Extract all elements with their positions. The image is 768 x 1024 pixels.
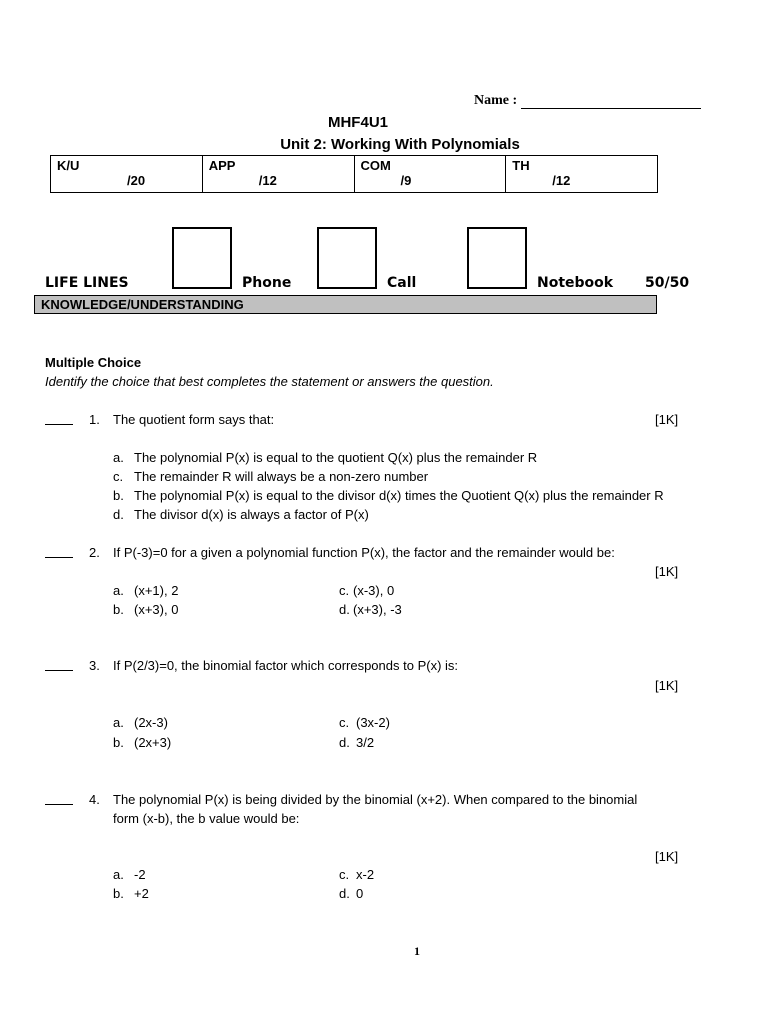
lifeline-phone-checkbox[interactable] — [172, 227, 232, 289]
choice-text: The polynomial P(x) is equal to the divisor d(x) times the Quotient Q(x) plus the remainder R — [134, 488, 664, 503]
choice-letter: b. — [113, 886, 124, 901]
choice-text: 3/2 — [356, 735, 375, 750]
question-number: 1. — [89, 412, 100, 427]
choice-letter: d. — [339, 602, 350, 617]
choice-text: The polynomial P(x) is equal to the quotient Q(x) plus the remainder R — [134, 450, 538, 465]
marks-score: /12 — [258, 173, 277, 188]
choice-text: (x+3), 0 — [134, 602, 179, 617]
marks-cell-ku — [51, 156, 203, 193]
question-marks: [1K] — [655, 849, 679, 864]
choice-text: 0 — [356, 886, 364, 901]
unit-title: Unit 2: Working With Polynomials — [280, 136, 520, 153]
marks-category: APP — [208, 158, 236, 173]
lifeline-call-checkbox[interactable] — [317, 227, 377, 289]
choice-text: (2x-3) — [134, 715, 168, 730]
question-number: 3. — [89, 658, 100, 673]
marks-score: /12 — [552, 173, 571, 188]
choice-text: (2x+3) — [134, 735, 172, 750]
choice-letter: a. — [113, 450, 124, 465]
choice-letter: a. — [113, 867, 124, 882]
marks-category: TH — [512, 158, 530, 173]
choice-letter: c. — [339, 583, 350, 598]
choice-letter: d. — [113, 507, 124, 522]
question-text: If P(2/3)=0, the binomial factor which corresponds to P(x) is: — [113, 658, 459, 673]
name-blank[interactable] — [521, 94, 701, 109]
choice-text: (x+1), 2 — [134, 583, 179, 598]
choice-letter: b. — [113, 602, 124, 617]
lifeline-phone-label: Phone — [242, 275, 292, 291]
choice-letter: d. — [339, 735, 350, 750]
choice-letter: a. — [113, 583, 124, 598]
question-text-line1: The polynomial P(x) is being divided by the binomial (x+2). When compared to the binomial — [113, 792, 638, 807]
choice-letter: a. — [113, 715, 124, 730]
page-number: 1 — [414, 944, 420, 958]
marks-cell-com — [354, 156, 506, 193]
lifeline-notebook-label: Notebook — [537, 275, 614, 291]
mc-instructions: Identify the choice that best completes the statement or answers the question. — [45, 374, 494, 389]
answer-blank[interactable] — [45, 792, 73, 808]
name-label: Name : — [474, 93, 518, 108]
choice-letter: d. — [339, 886, 350, 901]
marks-category: COM — [360, 158, 391, 173]
marks-score: /9 — [400, 173, 412, 188]
course-code: MHF4U1 — [327, 114, 388, 131]
question-text: If P(-3)=0 for a given a polynomial function P(x), the factor and the remainder would be: — [113, 545, 615, 560]
answer-blank[interactable] — [45, 658, 73, 674]
choice-text: The divisor d(x) is always a factor of P(x) — [134, 507, 369, 522]
choice-letter: c. — [339, 715, 350, 730]
question-text: The quotient form says that: — [113, 412, 275, 427]
question-number: 2. — [89, 545, 100, 560]
choice-text: +2 — [134, 886, 149, 901]
choice-text: (x+3), -3 — [353, 602, 402, 617]
question-text-line2: form (x-b), the b value would be: — [113, 811, 300, 826]
section-title: KNOWLEDGE/UNDERSTANDING — [34, 295, 657, 314]
total-score: 50/50 — [645, 275, 690, 291]
lifelines-label: LIFE LINES — [45, 275, 129, 291]
question-marks: [1K] — [655, 678, 679, 693]
marks-cell-app — [202, 156, 354, 193]
answer-blank[interactable] — [45, 412, 73, 428]
choice-text: The remainder R will always be a non-zero number — [134, 469, 429, 484]
marks-category: K/U — [57, 158, 80, 173]
lifeline-call-label: Call — [387, 275, 417, 291]
marks-table — [50, 155, 658, 193]
choice-text: (x-3), 0 — [353, 583, 395, 598]
mc-heading: Multiple Choice — [45, 355, 142, 370]
choice-text: x-2 — [356, 867, 375, 882]
choice-text: (3x-2) — [356, 715, 390, 730]
name-field[interactable] — [474, 93, 701, 109]
choice-letter: b. — [113, 735, 124, 750]
choice-letter: b. — [113, 488, 124, 503]
question-marks: [1K] — [655, 564, 679, 579]
answer-blank[interactable] — [45, 545, 73, 561]
choice-text: -2 — [134, 867, 146, 882]
marks-score: /20 — [127, 173, 146, 188]
question-marks: [1K] — [655, 412, 679, 427]
question-number: 4. — [89, 792, 100, 807]
lifeline-notebook-checkbox[interactable] — [467, 227, 527, 289]
choice-letter: c. — [113, 469, 124, 484]
choice-letter: c. — [339, 867, 350, 882]
marks-cell-th — [506, 156, 658, 193]
